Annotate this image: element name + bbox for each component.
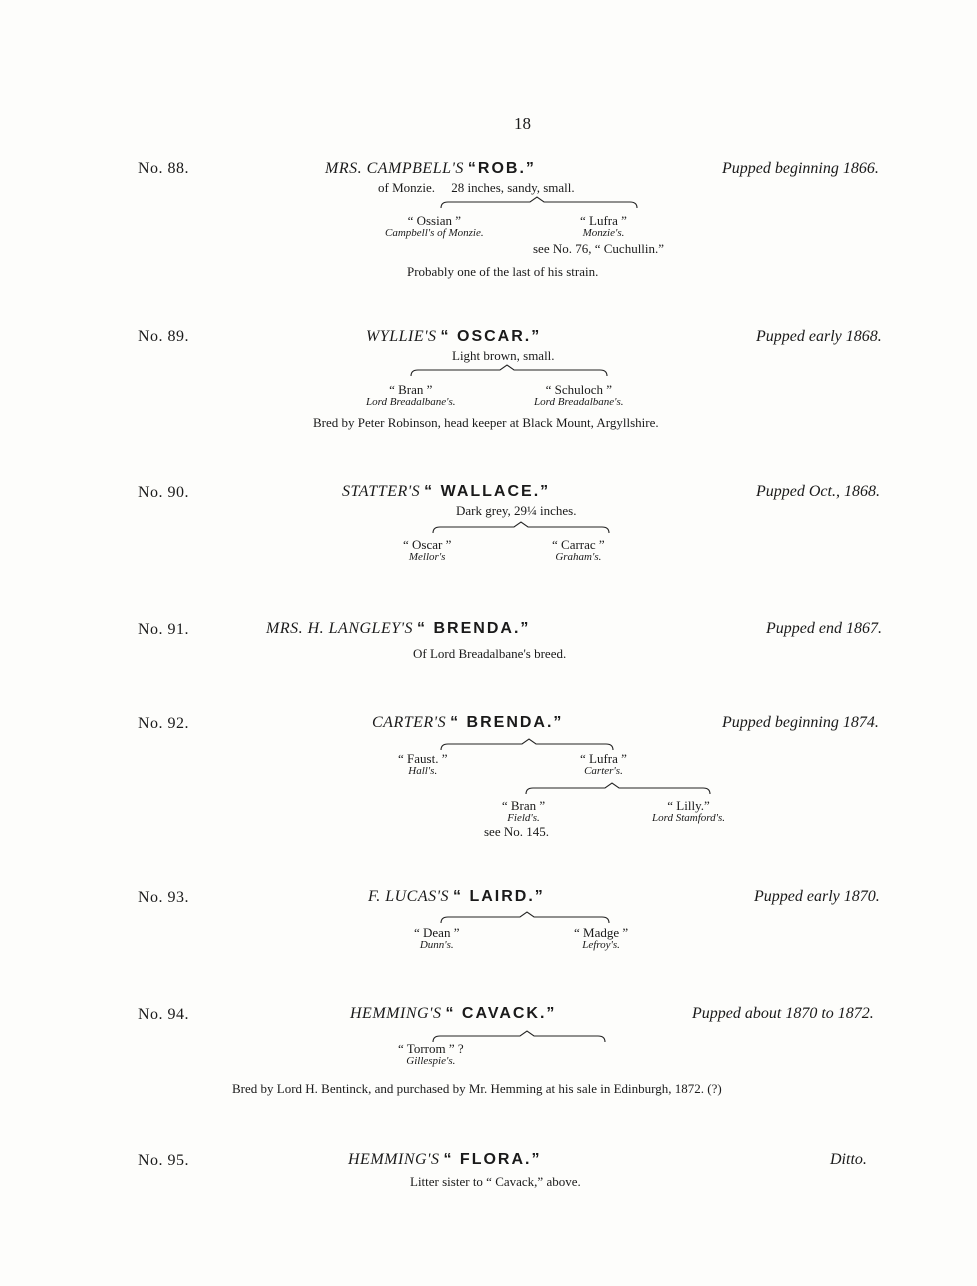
sire-owner: Hall's. xyxy=(408,765,438,777)
dam-name: “ Lufra ” xyxy=(580,751,627,766)
owner-name: MRS. H. LANGLEY'S xyxy=(266,620,414,637)
dog-description: Light brown, small. xyxy=(452,348,555,363)
entry-number: No. 90. xyxy=(138,484,190,501)
owner-name: HEMMING'S xyxy=(350,1005,442,1022)
sire-owner: Campbell's of Monzie. xyxy=(385,227,484,239)
pupped-date: Pupped Oct., 1868. xyxy=(756,483,880,500)
entry-title xyxy=(342,483,550,501)
sire xyxy=(398,752,447,778)
entry-title xyxy=(368,888,545,906)
dam-name: “ Schuloch ” xyxy=(545,382,612,397)
entry-title xyxy=(350,1005,556,1023)
owner-name: STATTER'S xyxy=(342,483,421,500)
sire-owner: Mellor's xyxy=(408,551,446,563)
sire-owner: Dunn's. xyxy=(419,939,454,951)
dog-description: of Monzie. 28 inches, sandy, small. xyxy=(378,180,575,195)
dam xyxy=(580,752,627,778)
dog-name: “ WALLACE.” xyxy=(424,483,551,500)
entry-title xyxy=(266,620,530,638)
dog-name: “ROB.” xyxy=(467,160,536,177)
pupped-date: Pupped about 1870 to 1872. xyxy=(692,1005,874,1022)
entry-note: Bred by Peter Robinson, head keeper at Black Mount, Argyllshire. xyxy=(313,415,659,430)
dog-name: “ CAVACK.” xyxy=(445,1005,557,1022)
owner-name: MRS. CAMPBELL'S xyxy=(325,160,464,177)
pupped-date: Pupped end 1867. xyxy=(766,620,882,637)
pedigree-bracket-dam xyxy=(525,782,715,796)
see-reference: see No. 76, “ Cuchullin.” xyxy=(533,241,665,256)
pupped-date: Pupped beginning 1866. xyxy=(722,160,879,177)
sire-name: “ Faust. ” xyxy=(398,751,448,766)
dog-name: “ OSCAR.” xyxy=(440,328,542,345)
dam xyxy=(580,214,627,240)
pedigree-bracket xyxy=(432,521,612,535)
pupped-date: Pupped early 1870. xyxy=(754,888,880,905)
dam-owner: Graham's. xyxy=(555,551,602,563)
dam-owner: Monzie's. xyxy=(582,227,625,239)
sire-name: “ Oscar ” xyxy=(403,537,452,552)
entry-number: No. 91. xyxy=(138,621,190,638)
sire-name: “ Torrom ” ? xyxy=(398,1041,464,1056)
sire-name: “ Bran ” xyxy=(389,382,433,397)
entry-number: No. 95. xyxy=(138,1152,190,1169)
dam-owner: Lefroy's. xyxy=(582,939,620,951)
dog-name: “ LAIRD.” xyxy=(453,888,545,905)
dog-description: Of Lord Breadalbane's breed. xyxy=(413,646,567,661)
sire xyxy=(414,926,459,952)
sire-owner: Lord Breadalbane's. xyxy=(366,396,456,408)
pedigree-bracket xyxy=(440,196,640,210)
pedigree-bracket xyxy=(440,738,620,752)
dam-name: “ Madge ” xyxy=(574,925,629,940)
entry-number: No. 88. xyxy=(138,160,190,177)
entry-number: No. 94. xyxy=(138,1006,190,1023)
owner-name: WYLLIE'S xyxy=(366,328,437,345)
dam xyxy=(552,538,605,564)
dam-sire-owner: Field's. xyxy=(507,812,540,824)
dam-name: “ Carrac ” xyxy=(552,537,605,552)
dam-dam-owner: Lord Stamford's. xyxy=(652,812,726,824)
dam xyxy=(534,383,624,409)
entry-title xyxy=(372,714,563,732)
sire-owner: Gillespie's. xyxy=(406,1055,456,1067)
dam-sire-name: “ Bran ” xyxy=(501,798,546,813)
pupped-date: Pupped early 1868. xyxy=(756,328,882,345)
pedigree-bracket xyxy=(440,911,620,925)
sire xyxy=(398,1042,464,1068)
pedigree-bracket xyxy=(410,364,610,378)
sire xyxy=(366,383,456,409)
owner-name: HEMMING'S xyxy=(348,1151,440,1168)
dam-owner: Lord Breadalbane's. xyxy=(534,396,624,408)
dog-name: “ BRENDA.” xyxy=(417,620,531,637)
sire-name: “ Dean ” xyxy=(414,925,460,940)
owner-name: CARTER'S xyxy=(372,714,447,731)
sire xyxy=(403,538,451,564)
entry-note: Bred by Lord H. Bentinck, and purchased by Mr. Hemming at his sale in Edinburgh, 1872. (?) xyxy=(232,1081,722,1096)
page-number: 18 xyxy=(514,114,531,133)
dog-description: Litter sister to “ Cavack,” above. xyxy=(410,1174,581,1189)
entry-title xyxy=(348,1151,541,1169)
entry-number: No. 92. xyxy=(138,715,190,732)
dam-dam xyxy=(652,799,725,825)
dam xyxy=(574,926,628,952)
dam-owner: Carter's. xyxy=(584,765,623,777)
entry-note: Probably one of the last of his strain. xyxy=(407,264,599,279)
dog-name: “ BRENDA.” xyxy=(450,714,564,731)
pupped-date: Ditto. xyxy=(830,1151,867,1168)
sire xyxy=(385,214,484,240)
entry-number: No. 93. xyxy=(138,889,190,906)
dam-sire xyxy=(484,798,549,839)
pupped-date: Pupped beginning 1874. xyxy=(722,714,879,731)
entry-title xyxy=(366,328,541,346)
owner-name: F. LUCAS'S xyxy=(368,888,450,905)
dam-dam-name: “ Lilly.” xyxy=(667,798,710,813)
dog-description: Dark grey, 29¼ inches. xyxy=(456,503,577,518)
entry-number: No. 89. xyxy=(138,328,190,345)
dog-name: “ FLORA.” xyxy=(443,1151,542,1168)
sire-name: “ Ossian ” xyxy=(407,213,462,228)
see-reference: see No. 145. xyxy=(484,824,549,839)
entry-title xyxy=(325,160,536,178)
dam-name: “ Lufra ” xyxy=(580,213,627,228)
